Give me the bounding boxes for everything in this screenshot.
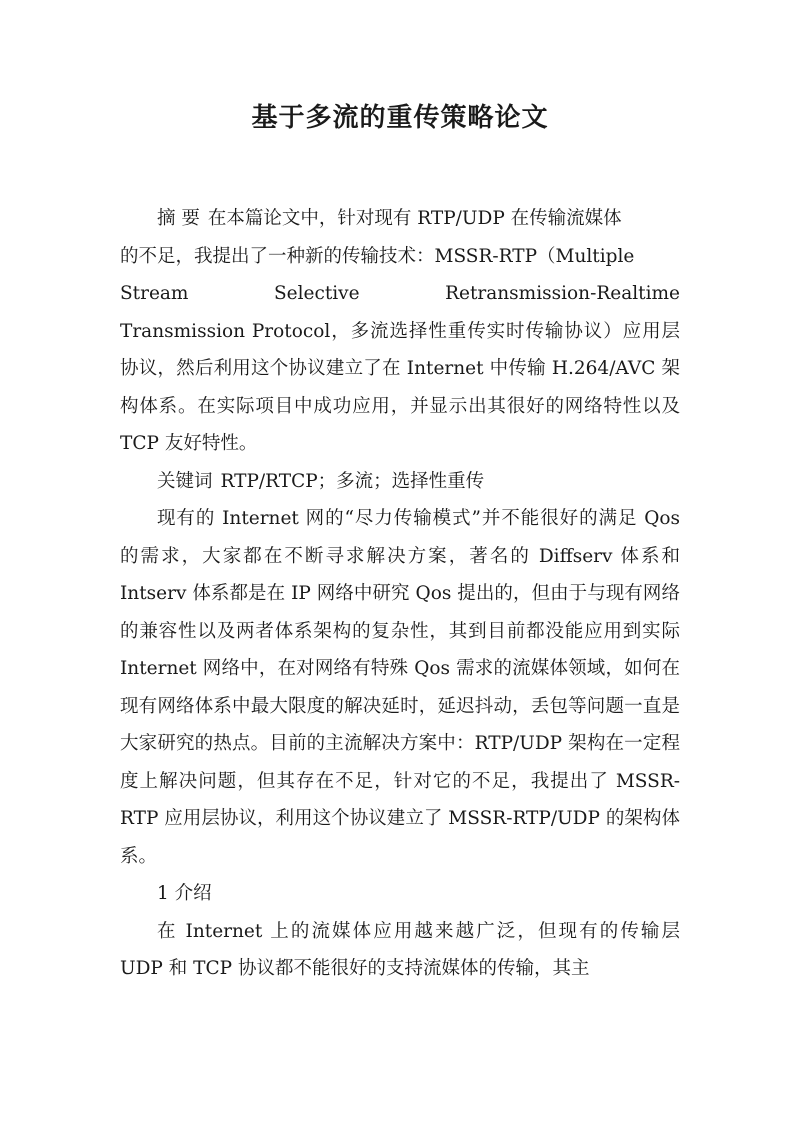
section-paragraph: 在 Internet 上的流媒体应用越来越广泛，但现有的传输层 UDP 和 TCP 协议都不能很好的支持流媒体的传输，其主 bbox=[120, 920, 680, 979]
abstract-rest: Transmission Protocol，多流选择性重传实时传输协议）应用层协议，然后利用这个协议建立了在 Internet 中传输 H.264/AVC 架构体系。在实际项目中成功应用，并显示出其很好的网络特性以及 TCP 友好特性。 bbox=[120, 320, 680, 454]
abstract-label: 摘 要 bbox=[157, 208, 200, 229]
abstract-word: Retransmission-Realtime bbox=[445, 283, 680, 304]
abstract-line-2-text: 的不足，我提出了一种新的传输技术：MSSR-RTP（Multiple bbox=[120, 245, 635, 267]
abstract bbox=[120, 200, 680, 463]
abstract-line-2 bbox=[120, 238, 680, 276]
keywords bbox=[120, 463, 680, 501]
keywords-text: RTP/RTCP；多流；选择性重传 bbox=[220, 470, 485, 492]
document-title: 基于多流的重传策略论文 bbox=[251, 103, 549, 133]
keywords-label: 关键词 bbox=[157, 470, 213, 492]
abstract-word: Stream bbox=[120, 283, 189, 304]
abstract-line-3 bbox=[120, 275, 680, 313]
intro-paragraph: 现有的 Internet 网的“尽力传输模式”并不能很好的满足 Qos 的需求，大家都在不断寻求解决方案，著名的 Diffserv 体系和 Intserv 体系都是在 IP 网络中研究 Qos 提出的，但由于与现有网络的兼容性以及两者体系架构的复杂性，其到目前都没能应用到实际 Internet 网络中，在对网络有特殊 Qos 需求的流媒体领域，如何在现有网络体系中最大限度的解决延时，延迟抖动，丢包等问题一直是大家研究的热点。目前的主流解决方案中：RTP/UDP 架构在一定程度上解决问题，但其存在不足，针对它的不足，我提出了 MSSR-RTP 应用层协议，利用这个协议建立了 MSSR-RTP/UDP 的架构体系。 bbox=[120, 508, 680, 867]
abstract-line-1 bbox=[120, 200, 680, 238]
section-heading: 1 介绍 bbox=[157, 883, 212, 904]
abstract-word: Selective bbox=[273, 283, 360, 304]
abstract-line-1-text: 在本篇论文中，针对现有 RTP/UDP 在传输流媒体 bbox=[207, 208, 622, 229]
